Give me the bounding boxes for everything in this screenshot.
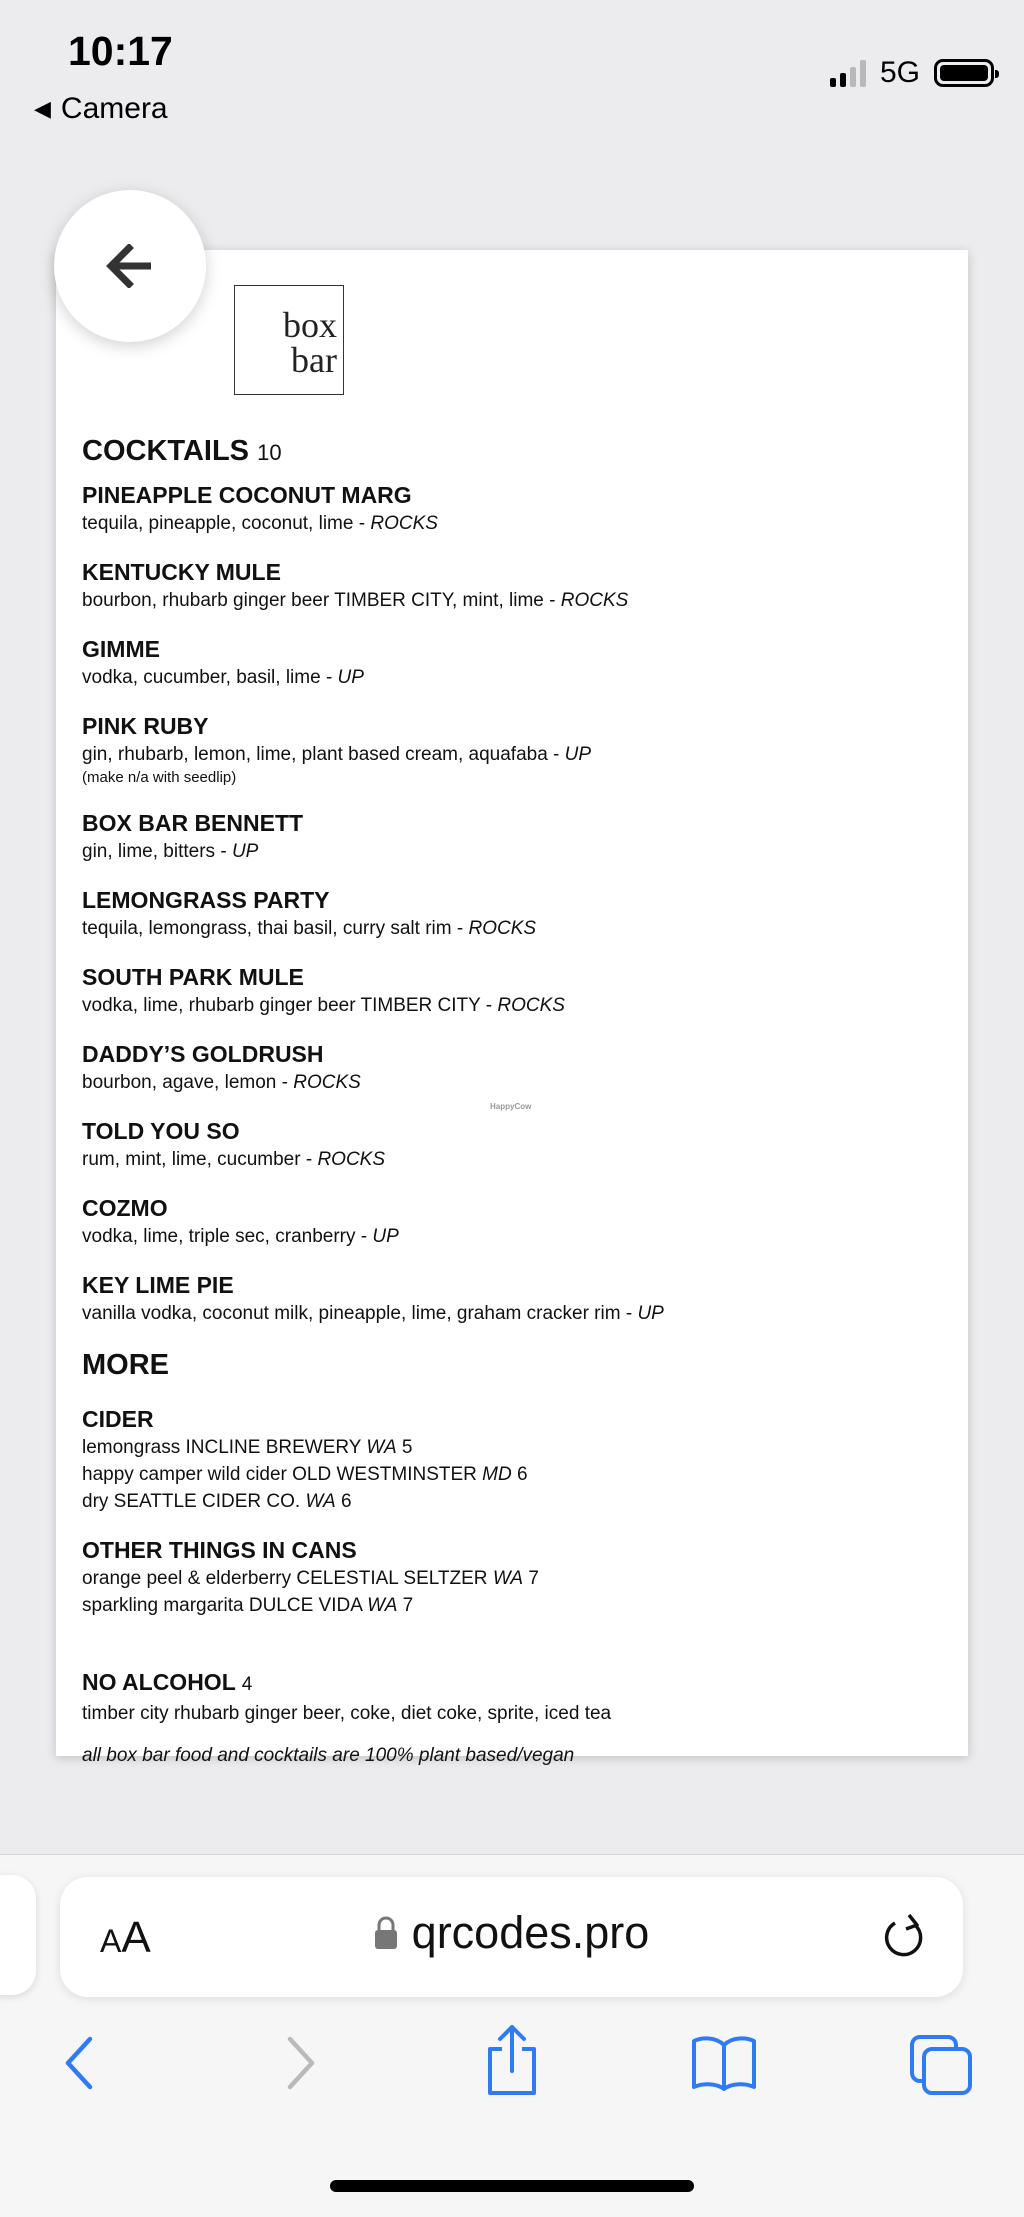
cans-section: OTHER THINGS IN CANS orange peel & elderberry CELESTIAL SELTZER WA 7 sparkling margarita DULCE VIDA WA 7: [82, 1535, 942, 1619]
vegan-footnote: all box bar food and cocktails are 100% plant based/vegan: [82, 1745, 575, 1766]
menu-content: [82, 435, 942, 1767]
reload-icon: [881, 1911, 927, 1961]
address-bar[interactable]: [60, 1877, 963, 1997]
watermark: HappyCow: [490, 1102, 532, 1111]
menu-image: [56, 250, 968, 1766]
arrow-left-icon: [105, 244, 155, 288]
item-note: (make n/a with seedlip): [82, 769, 237, 786]
list-item: happy camper wild cider OLD WESTMINSTER MD 6: [82, 1464, 528, 1485]
forward-nav-button[interactable]: [280, 2033, 320, 2098]
battery-icon: [934, 59, 994, 87]
list-item: dry SEATTLE CIDER CO. WA 6: [82, 1491, 352, 1512]
tabs-icon: [908, 2033, 974, 2097]
list-item: KENTUCKY MULE bourbon, rhubarb ginger beer TIMBER CITY, mint, lime - ROCKS: [82, 559, 629, 611]
cocktail-list: [82, 480, 942, 1327]
share-button[interactable]: [484, 2023, 540, 2102]
list-item: BOX BAR BENNETT gin, lime, bitters - UP: [82, 810, 304, 862]
list-item: PINEAPPLE COCONUT MARG tequila, pineapple, coconut, lime - ROCKS: [82, 482, 438, 534]
status-time: 10:17: [68, 28, 173, 74]
list-item: TOLD YOU SO rum, mint, lime, cucumber - ROCKS: [82, 1118, 386, 1170]
chevron-left-icon: [60, 2033, 100, 2093]
chevron-right-icon: [280, 2033, 320, 2093]
text-size-button[interactable]: AA: [100, 1913, 151, 1962]
tabs-button[interactable]: [908, 2033, 974, 2102]
list-item: lemongrass INCLINE BREWERY WA 5: [82, 1437, 413, 1458]
list-item: PINK RUBY gin, rhubarb, lemon, lime, plant based cream, aquafaba - UP (make n/a with seedlip): [82, 711, 942, 788]
home-indicator[interactable]: [330, 2180, 694, 2192]
list-item: DADDY’S GOLDRUSH bourbon, agave, lemon - ROCKS: [82, 1041, 361, 1093]
back-nav-button[interactable]: [60, 2033, 100, 2098]
back-triangle-icon: ◀: [34, 96, 51, 121]
list-item: LEMONGRASS PARTY tequila, lemongrass, thai basil, curry salt rim - ROCKS: [82, 887, 537, 939]
list-item: KEY LIME PIE vanilla vodka, coconut milk, pineapple, lime, graham cracker rim - UP: [82, 1272, 664, 1324]
share-icon: [484, 2023, 540, 2097]
url-text: qrcodes.pro: [411, 1907, 650, 1958]
cellular-signal-icon: [830, 59, 866, 87]
browser-toolbar: [0, 1854, 1024, 2217]
back-app-label: Camera: [60, 92, 168, 125]
list-item: orange peel & elderberry CELESTIAL SELTZER WA 7: [82, 1568, 539, 1589]
lock-icon: [374, 1916, 398, 1950]
box-bar-logo: box bar: [234, 285, 344, 395]
list-item: SOUTH PARK MULE vodka, lime, rhubarb ginger beer TIMBER CITY - ROCKS: [82, 964, 565, 1016]
url-display[interactable]: [60, 1907, 963, 1959]
list-item: GIMME vodka, cucumber, basil, lime - UP: [82, 636, 364, 688]
previous-tab-peek[interactable]: [0, 1875, 36, 1995]
network-type: 5G: [879, 56, 920, 89]
navigation-toolbar: [0, 2033, 1024, 2113]
reload-button[interactable]: [881, 1911, 927, 1966]
bookmarks-button[interactable]: [690, 2033, 758, 2098]
no-alcohol-section: NO ALCOHOL 4 timber city rhubarb ginger beer, coke, diet coke, sprite, iced tea: [82, 1669, 612, 1724]
cider-section: CIDER lemongrass INCLINE BREWERY WA 5 happy camper wild cider OLD WESTMINSTER MD 6 dry SEATTLE CIDER CO. WA 6: [82, 1404, 942, 1515]
cocktails-heading: COCKTAILS 10: [82, 435, 282, 467]
book-icon: [690, 2033, 758, 2093]
list-item: sparkling margarita DULCE VIDA WA 7: [82, 1595, 414, 1616]
back-button[interactable]: [54, 190, 206, 342]
back-to-app-link[interactable]: [34, 92, 168, 126]
list-item: COZMO vodka, lime, triple sec, cranberry - UP: [82, 1195, 399, 1247]
more-heading: MORE: [82, 1349, 169, 1381]
status-indicators: [830, 56, 994, 90]
